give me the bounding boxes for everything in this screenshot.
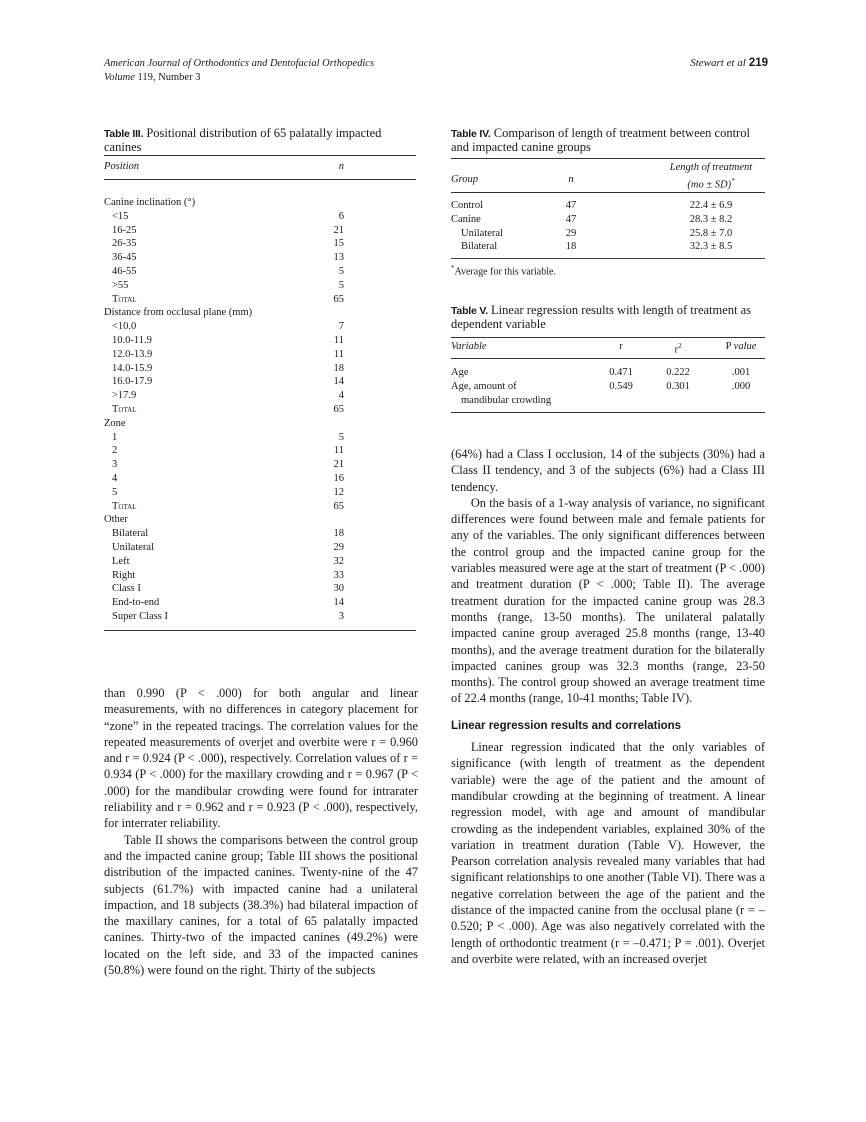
table3-header-row <box>104 160 416 174</box>
table-row: 16.0-17.9 14 <box>112 376 344 388</box>
paragraph: than 0.990 (P < .000) for both angular and linear measurements, with no differences in category placement for “zone” in the repeated tracings. The correlation values for the repeated measurements of overjet and overbite were r = 0.960 and r = 0.924 (P < .000), respectively. Correlation values of r = 0.934 (P < .000) for the maxillary crowding and r = 0.967 (P < .000) for the mandibular crowding were found for intrarater reliability and r = 0.962 and r = 0.923 (P < .000), respectively, for interrater reliability. <box>104 686 418 831</box>
table-row: Age 0.471 0.222 .001 <box>451 367 751 378</box>
table4-header-group: Group <box>451 174 479 185</box>
table-row-total: Total 65 <box>112 293 344 305</box>
table-row: 46-55 5 <box>112 265 344 277</box>
paragraph: On the basis of a 1-way analysis of variance, no significant differences were found between male and female patients for any of the variables. The only significant differences between the control group and the impacted canine group for the variables measured were age at the start of treatment (P < .000) and treatment duration (P < .000; Table II). The average treatment duration for the impacted canine group was 28.3 months (range, 13-50 months). The unilateral palatally impacted canine group averaged 25.8 months (range, 13-40 months), and the average treatment duration for the bilaterally impacted canines group was 32.3 months (range, 23-50 months). The control group showed an average treatment time of 22.4 months (range, 10-41 months; Table IV). <box>451 495 765 706</box>
paragraph: (64%) had a Class I occlusion, 14 of the subjects (30%) had a Class II tendency, and 3 of the subjects (6%) had a Class III tendency. <box>451 447 765 494</box>
table-row: >55 5 <box>112 279 344 291</box>
table-row: Bilateral 18 32.3 ± 8.5 <box>461 241 733 253</box>
table-row: Left 32 <box>112 555 344 567</box>
journal-title: American Journal of Orthodontics and Dentofacial Orthopedics <box>104 58 375 69</box>
table4-header-row <box>451 161 765 191</box>
table-row: 5 12 <box>112 486 344 498</box>
table5-title: Linear regression results with length of treatment as dependent variable <box>451 303 752 331</box>
table3-title: Positional distribution of 65 palatally impacted canines <box>104 126 382 154</box>
volume-number: 119, Number 3 <box>137 71 201 83</box>
journal-volume: Volume 119, Number 3 <box>104 71 201 83</box>
table3-header-position: Position <box>104 161 140 172</box>
table4-label: Table IV. <box>451 128 491 140</box>
table-row: Unilateral 29 <box>112 541 344 553</box>
table-row: Unilateral 29 25.8 ± 7.0 <box>461 227 733 239</box>
table-row: 26-35 15 <box>112 238 344 250</box>
table-row: >17.9 4 <box>112 390 344 402</box>
table-row: Class I 30 <box>112 583 344 595</box>
table4-header-n: n <box>568 174 574 185</box>
table-row: 3 21 <box>112 459 344 471</box>
table-row: 2 11 <box>112 445 344 457</box>
table-row: <15 6 <box>112 210 344 222</box>
table3-caption <box>104 127 420 154</box>
left-column-text <box>104 685 418 978</box>
table4-caption <box>451 127 769 154</box>
table5-top-rule <box>451 337 765 338</box>
table-row: Canine 47 28.3 ± 8.2 <box>451 213 733 225</box>
table5-caption <box>451 304 769 331</box>
table5-bottom-rule <box>451 412 765 413</box>
table-row: 1 5 <box>112 431 344 443</box>
table-row: Super Class I 3 <box>112 610 344 622</box>
table3-label: Table III. <box>104 128 144 140</box>
table4-body <box>451 199 765 254</box>
table-row-total: Total 65 <box>112 500 344 512</box>
table-row: 36-45 13 <box>112 252 344 264</box>
table-row: Bilateral 18 <box>112 528 344 540</box>
table5-header-rule <box>451 358 765 359</box>
paragraph: Linear regression indicated that the only variables of significance (with length of treatment as the dependent variable) were the age of the patient and the amount of mandibular crowding at the beginning of treatment. A linear regression model, with age and amount of mandibular crowding as the independent variables, explained 30% of the variation in treatment duration (Table V). However, the Pearson correlation analysis revealed many variables that had significant relationships to one another (Table VI). There was a negative correlation between the age of the patient and the distance of the impacted canine from the occlusal plane (r = –0.520; P < .000). Age was also negatively correlated with the length of orthodontic treatment (r = –0.471; P = .001). Overjet and overbite were related, with an increased overjet <box>451 740 765 966</box>
table4-bottom-rule <box>451 258 765 259</box>
section-heading: Linear regression results and correlations <box>451 719 682 732</box>
table3-body <box>104 196 416 624</box>
right-column-text <box>451 446 765 967</box>
table5-header-r: r <box>619 341 623 352</box>
table4-header-rule <box>451 192 765 193</box>
table3-group-heading: Canine inclination (°) <box>104 197 196 208</box>
paragraph: Table II shows the comparisons between the control group and the impacted canine group; Table III shows the positional distribution of the impacted canines. Twenty-nine of the 47 subjects (61.7%) with impacted canine had a unilateral impaction, and 18 subjects (38.3%) had bilateral impaction of the maxillary canines, for a total of 65 palatally impacted canines. Thirty-two of the impacted canines (49.2%) were located on the left side, and 33 of the impacted canines (50.8%) were found on the right. Thirty of the subjects <box>104 832 418 978</box>
table5-header-p: P value <box>725 341 757 352</box>
table3-group-heading: Zone <box>104 417 126 429</box>
table-row: End-to-end 14 <box>112 597 344 609</box>
running-header-journal <box>104 57 374 84</box>
running-header-page <box>640 57 768 69</box>
table-row: 12.0-13.9 11 <box>112 348 344 360</box>
table-row: 16-25 21 <box>112 224 344 236</box>
table3-top-rule <box>104 155 416 156</box>
authors: Stewart et al <box>690 57 746 69</box>
table4-top-rule <box>451 158 765 159</box>
table3-header-rule <box>104 179 416 180</box>
table-row: 4 16 <box>112 472 344 484</box>
table-row: Right 33 <box>112 569 344 581</box>
table-row: 10.0-11.9 11 <box>112 334 344 346</box>
table3-header-n: n <box>338 161 344 172</box>
table-row: <10.0 7 <box>112 321 344 333</box>
table3-group-heading: Distance from occlusal plane (mm) <box>104 307 253 319</box>
table4-title: Comparison of length of treatment between control and impacted canine groups <box>451 126 750 154</box>
table-row-continuation: mandibular crowding <box>461 394 552 406</box>
table4-footnote: *Average for this variable. <box>451 264 556 278</box>
table5-header-row <box>451 340 765 354</box>
table-row: Age, amount of 0.549 0.301 .000 <box>451 380 751 392</box>
table5-header-variable: Variable <box>451 341 487 352</box>
table-row: Control 47 22.4 ± 6.9 <box>451 200 733 211</box>
table5-body <box>451 366 765 407</box>
table-row-total: Total 65 <box>112 403 344 415</box>
table-row: 14.0-15.9 18 <box>112 362 344 374</box>
table5-label: Table V. <box>451 305 488 317</box>
page-number: 219 <box>748 57 768 69</box>
table5-header-r2: $r^2$ <box>674 342 682 356</box>
table3-bottom-rule <box>104 630 416 631</box>
table4-header-length: Length of treatment (mo ± SD)* <box>669 162 753 191</box>
table3-group-heading: Other <box>104 514 128 526</box>
